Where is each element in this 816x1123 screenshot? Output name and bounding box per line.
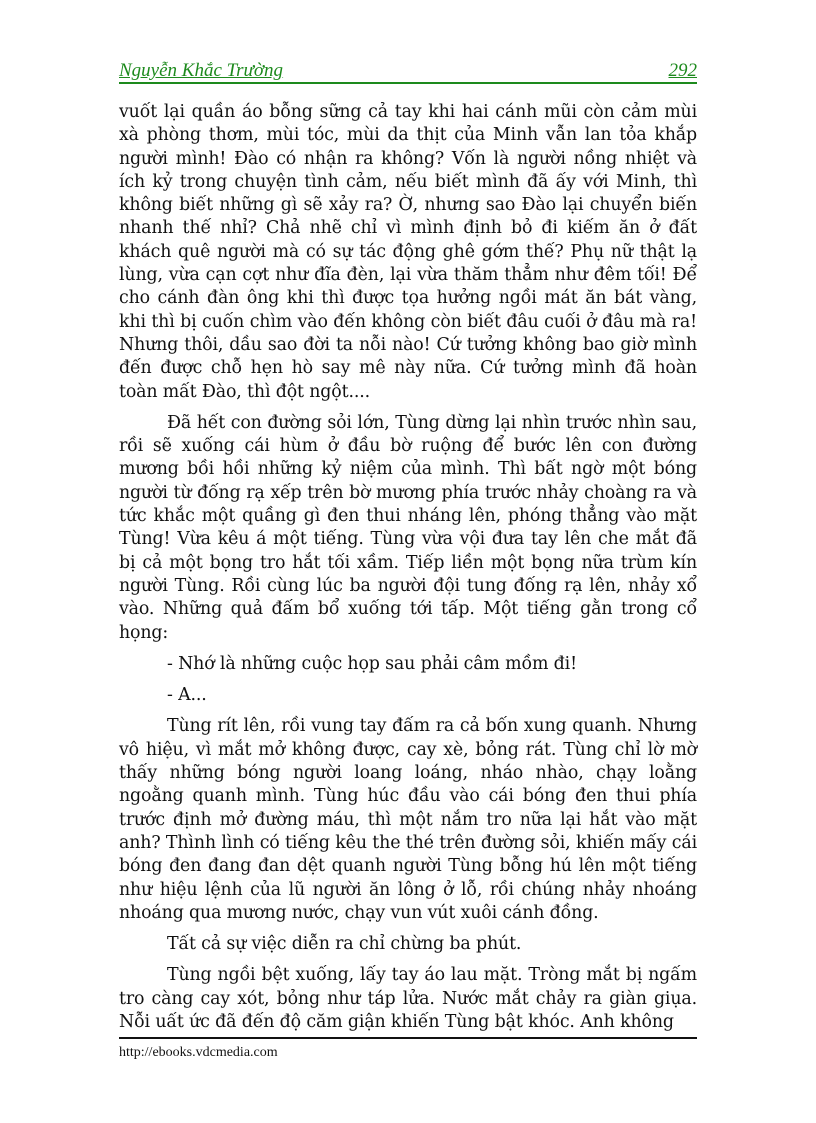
paragraph: Tùng rít lên, rồi vung tay đấm ra cả bốn xung quanh. Nhưng vô hiệu, vì mắt mở không được, cay xè, bỏng rát. Tùng chỉ lờ mờ thấy những bóng người loang loáng, nháo nhào, chạy loằng ngoằng quanh mình. Tùng húc đầu vào cái bóng đen thui phía trước định mở đường máu, thì một nắm tro nữa lại hắt vào mặt anh? Thình lình có tiếng kêu the thé trên đường sỏi, khiến mấy cái bóng đen đang đan dệt quanh người Tùng bỗng hú lên một tiếng như hiệu lệnh của lũ người ăn lông ở lỗ, rồi chúng nhảy nhoáng nhoáng qua mương nước, chạy vun vút xuôi cánh đồng. (119, 716, 697, 923)
footer-url: http://ebooks.vdcmedia.com (119, 1045, 278, 1060)
body-text (119, 101, 697, 1042)
page-header (119, 60, 697, 84)
footer-divider (119, 1037, 697, 1039)
paragraph-continuation: vuốt lại quần áo bỗng sững cả tay khi hai cánh mũi còn cảm mùi xà phòng thơm, mùi tóc, mùi da thịt của Minh vẫn lan tỏa khắp người mình! Đào có nhận ra không? Vốn là người nồng nhiệt và ích kỷ trong chuyện tình cảm, nếu biết mình đã ấy với Minh, thì không biết những gì sẽ xảy ra? Ờ, nhưng sao Đào lại chuyển biến nhanh thế nhỉ? Chả nhẽ chỉ vì mình định bỏ đi kiếm ăn ở đất khách quê người mà có sự tác động ghê gớm thế? Phụ nữ thật lạ lùng, vừa cạn cợt như đĩa đèn, lại vừa thăm thẳm như đêm tối! Để cho cánh đàn ông khi thì được tọa hưởng ngồi mát ăn bát vàng, khi thì bị cuốn chìm vào đến không còn biết đâu cuối ở đâu mà ra! Nhưng thôi, dầu sao đời ta nỗi nào! Cứ tưởng không bao giờ mình đến được chỗ hẹn hò say mê này nữa. Cứ tưởng mình đã hoàn toàn mất Đào, thì đột ngột.... (119, 102, 697, 402)
paragraph: Tùng ngồi bệt xuống, lấy tay áo lau mặt. Tròng mắt bị ngấm tro càng cay xót, bỏng như táp lửa. Nước mắt chảy ra giàn giụa. Nỗi uất ức đã đến độ căm giận khiến Tùng bật khóc. Anh không (119, 965, 697, 1032)
paragraph: Tất cả sự việc diễn ra chỉ chừng ba phút. (167, 934, 522, 955)
page-number: 292 (668, 60, 697, 81)
dialogue-line: - Nhớ là những cuộc họp sau phải câm mồm đi! (167, 653, 577, 674)
paragraph: Đã hết con đường sỏi lớn, Tùng dừng lại nhìn trước nhìn sau, rồi sẽ xuống cái hùm ở đầu bờ ruộng để bước lên con đường mương bồi hồi những kỷ niệm của mình. Thì bất ngờ một bóng người từ đống rạ xếp trên bờ mương phía trước nhảy choàng ra và tức khắc một quầng gì đen thui nháng lên, phóng thẳng vào mặt Tùng! Vừa kêu á một tiếng. Tùng vừa vội đưa tay lên che mắt đã bị cả một bọng tro hắt tối xầm. Tiếp liền một bọng nữa trùm kín người Tùng. Rồi cùng lúc ba người đội tung đống rạ lên, nhảy xổ vào. Những quả đấm bổ xuống tới tấp. Một tiếng gằn trong cổ họng: (119, 412, 697, 643)
author-name: Nguyễn Khắc Trường (119, 60, 284, 81)
dialogue-line: - A... (167, 685, 207, 706)
